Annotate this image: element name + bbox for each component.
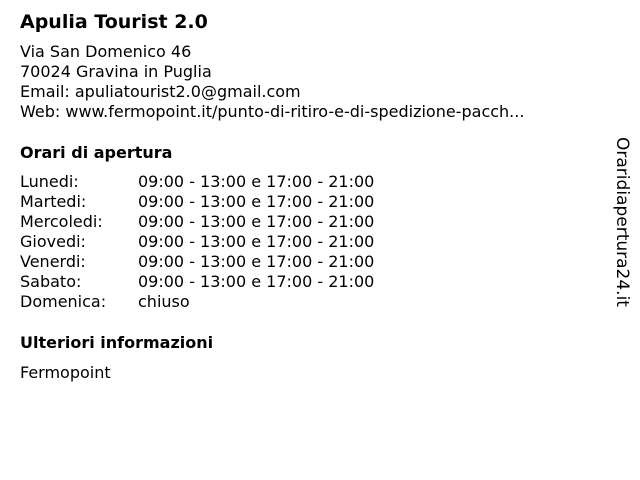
email-line[interactable]: Email: apuliatourist2.0@gmail.com [20,82,301,101]
hours-row [20,172,595,192]
day-label: Lunedi: [20,172,79,191]
web-line[interactable]: Web: www.fermopoint.it/punto-di-ritiro-e-di-spedizione-pacch... [20,102,525,121]
hours-row [20,192,595,212]
day-label: Mercoledi: [20,212,103,231]
info-heading: Ulteriori informazioni [20,333,214,352]
site-watermark: Oraridiapertura24.it [612,137,632,307]
address-line-1: Via San Domenico 46 [20,42,192,61]
hours-row [20,292,595,312]
day-label: Venerdi: [20,252,86,271]
store-name: Apulia Tourist 2.0 [20,11,208,33]
time-value: 09:00 - 13:00 e 17:00 - 21:00 [138,232,375,251]
time-value: 09:00 - 13:00 e 17:00 - 21:00 [138,212,375,231]
time-value: 09:00 - 13:00 e 17:00 - 21:00 [138,272,375,291]
hours-table [20,172,595,312]
address-line-2: 70024 Gravina in Puglia [20,62,212,81]
info-text: Fermopoint [20,363,111,382]
hours-heading: Orari di apertura [20,143,173,162]
time-value: chiuso [138,292,190,311]
time-value: 09:00 - 13:00 e 17:00 - 21:00 [138,172,375,191]
time-value: 09:00 - 13:00 e 17:00 - 21:00 [138,252,375,271]
hours-row [20,232,595,252]
day-label: Domenica: [20,292,107,311]
hours-row [20,272,595,292]
hours-row [20,212,595,232]
hours-row [20,252,595,272]
day-label: Martedi: [20,192,87,211]
store-card [20,10,595,383]
time-value: 09:00 - 13:00 e 17:00 - 21:00 [138,192,375,211]
day-label: Giovedi: [20,232,86,251]
day-label: Sabato: [20,272,82,291]
